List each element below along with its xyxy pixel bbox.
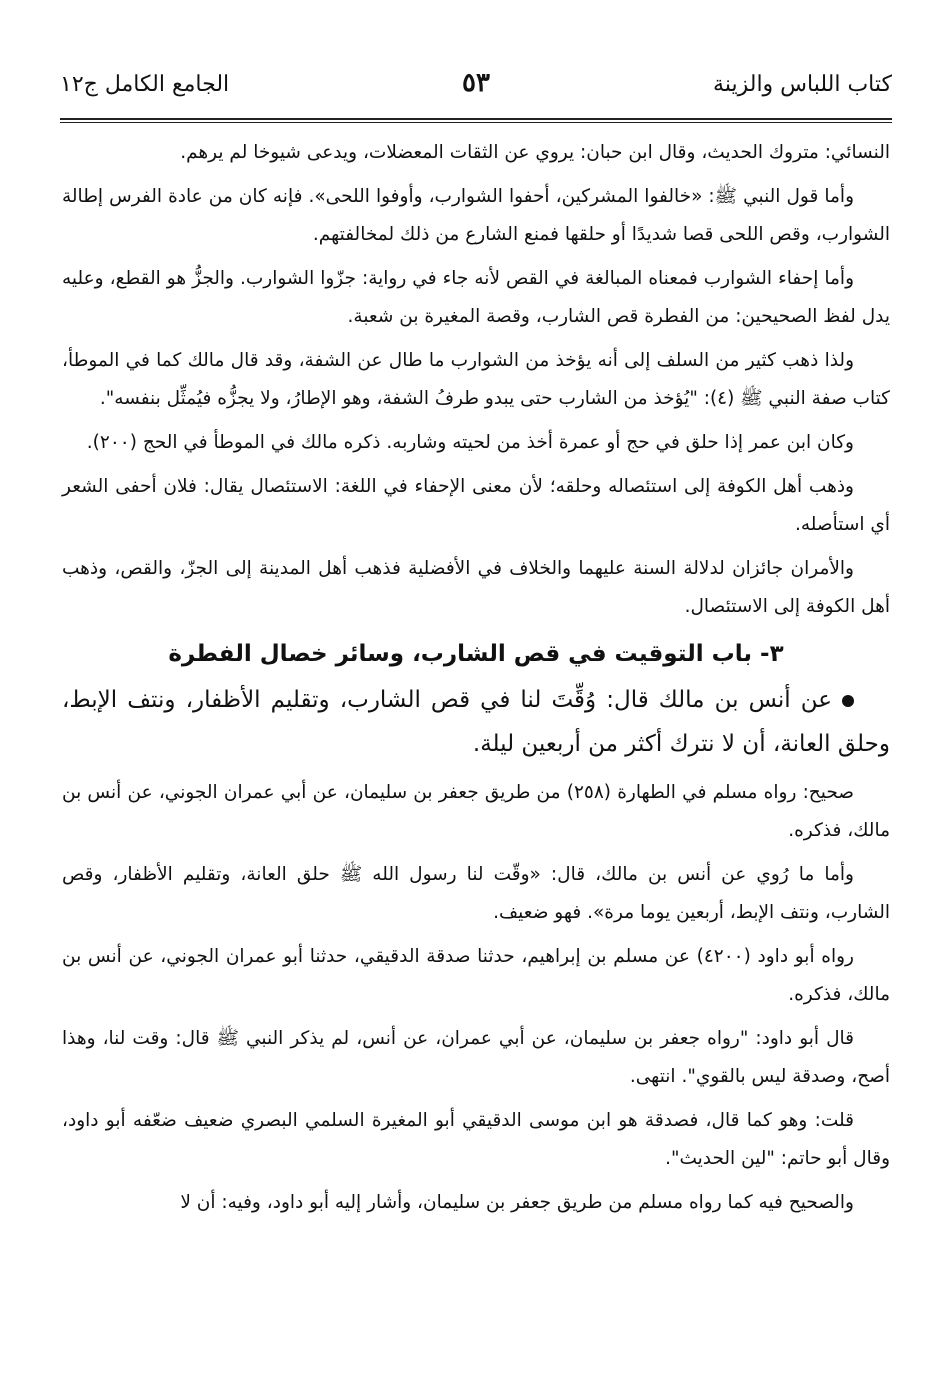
paragraph: صحيح: رواه مسلم في الطهارة (٢٥٨) من طريق جعفر بن سليمان، عن أبي عمران الجوني، عن أنس بن مالك، فذكره. <box>62 782 890 841</box>
paragraph: ولذا ذهب كثير من السلف إلى أنه يؤخذ من الشوارب ما طال عن الشفة، وقد قال مالك كما في الموطأ، كتاب صفة النبي ﷺ (٤): "يُؤخذ من الشارب حتى يبدو طرفُ الشفة، وهو الإطارُ، ولا يجزُّه فيُمثِّل بنفسه". <box>62 350 890 409</box>
page-header <box>60 66 892 110</box>
paragraph: وذهب أهل الكوفة إلى استئصاله وحلقه؛ لأن معنى الإحفاء في اللغة: الاستئصال يقال: فلان أحفى الشعر أي استأصله. <box>62 476 890 535</box>
hadith-text: عن أنس بن مالك قال: وُقِّتَ لنا في قص الشارب، وتقليم الأظفار، ونتف الإبط، وحلق العانة، أن لا نترك أكثر من أربعين ليلة. <box>62 687 890 757</box>
paragraph: النسائي: متروك الحديث، وقال ابن حبان: يروي عن الثقات المعضلات، ويدعى شيوخا لم يرهم. <box>180 142 890 163</box>
paragraph: رواه أبو داود (٤٢٠٠) عن مسلم بن إبراهيم، حدثنا صدقة الدقيقي، حدثنا أبو عمران الجوني، عن أنس بن مالك، فذكره. <box>62 946 890 1005</box>
bullet-icon <box>842 695 854 707</box>
paragraph: والأمران جائزان لدلالة السنة عليهما والخلاف في الأفضلية فذهب أهل المدينة إلى الجزّ، والقص، وذهب أهل الكوفة إلى الاستئصال. <box>62 558 890 617</box>
chapter-heading: ٣- باب التوقيت في قص الشارب، وسائر خصال الفطرة <box>168 641 784 667</box>
paragraph: وأما ما رُوي عن أنس بن مالك، قال: «وقّت لنا رسول الله ﷺ حلق العانة، وتقليم الأظفار، وقص الشارب، ونتف الإبط، أربعين يوما مرة». فهو ضعيف. <box>62 864 890 923</box>
page-number: ٥٣ <box>462 68 490 98</box>
paragraph: قلت: وهو كما قال، فصدقة هو ابن موسى الدقيقي أبو المغيرة السلمي البصري ضعيف ضعّفه أبو داود، وقال أبو حاتم: "لين الحديث". <box>62 1110 890 1169</box>
collection-title: الجامع الكامل ج١٢ <box>60 72 230 97</box>
page-body <box>62 134 890 1357</box>
paragraph: وكان ابن عمر إذا حلق في حج أو عمرة أخذ من لحيته وشاربه. ذكره مالك في الموطأ في الحج (٢٠٠). <box>86 432 854 453</box>
paragraph: قال أبو داود: "رواه جعفر بن سليمان، عن أبي عمران، عن أنس، لم يذكر النبي ﷺ قال: وقت لنا، وهذا أصح، وصدقة ليس بالقوي". انتهى. <box>62 1028 890 1087</box>
hadith-paragraph <box>62 678 890 766</box>
book-title: كتاب اللباس والزينة <box>713 72 892 97</box>
paragraph: وأما إحفاء الشوارب فمعناه المبالغة في القص لأنه جاء في رواية: جزّوا الشوارب. والجزُّ هو القطع، وعليه يدل لفظ الصحيحين: من الفطرة قص الشارب، وقصة المغيرة بن شعبة. <box>62 268 890 327</box>
paragraph: وأما قول النبي ﷺ: «خالفوا المشركين، أحفوا الشوارب، وأوفوا اللحى». فإنه كان من عادة الفرس إطالة الشوارب، وقص اللحى قصا شديدًا أو حلقها فمنع الشارع من ذلك لمخالفتهم. <box>62 186 890 245</box>
header-rule <box>60 118 892 120</box>
paragraph: والصحيح فيه كما رواه مسلم من طريق جعفر بن سليمان، وأشار إليه أبو داود، وفيه: أن لا <box>180 1192 854 1213</box>
